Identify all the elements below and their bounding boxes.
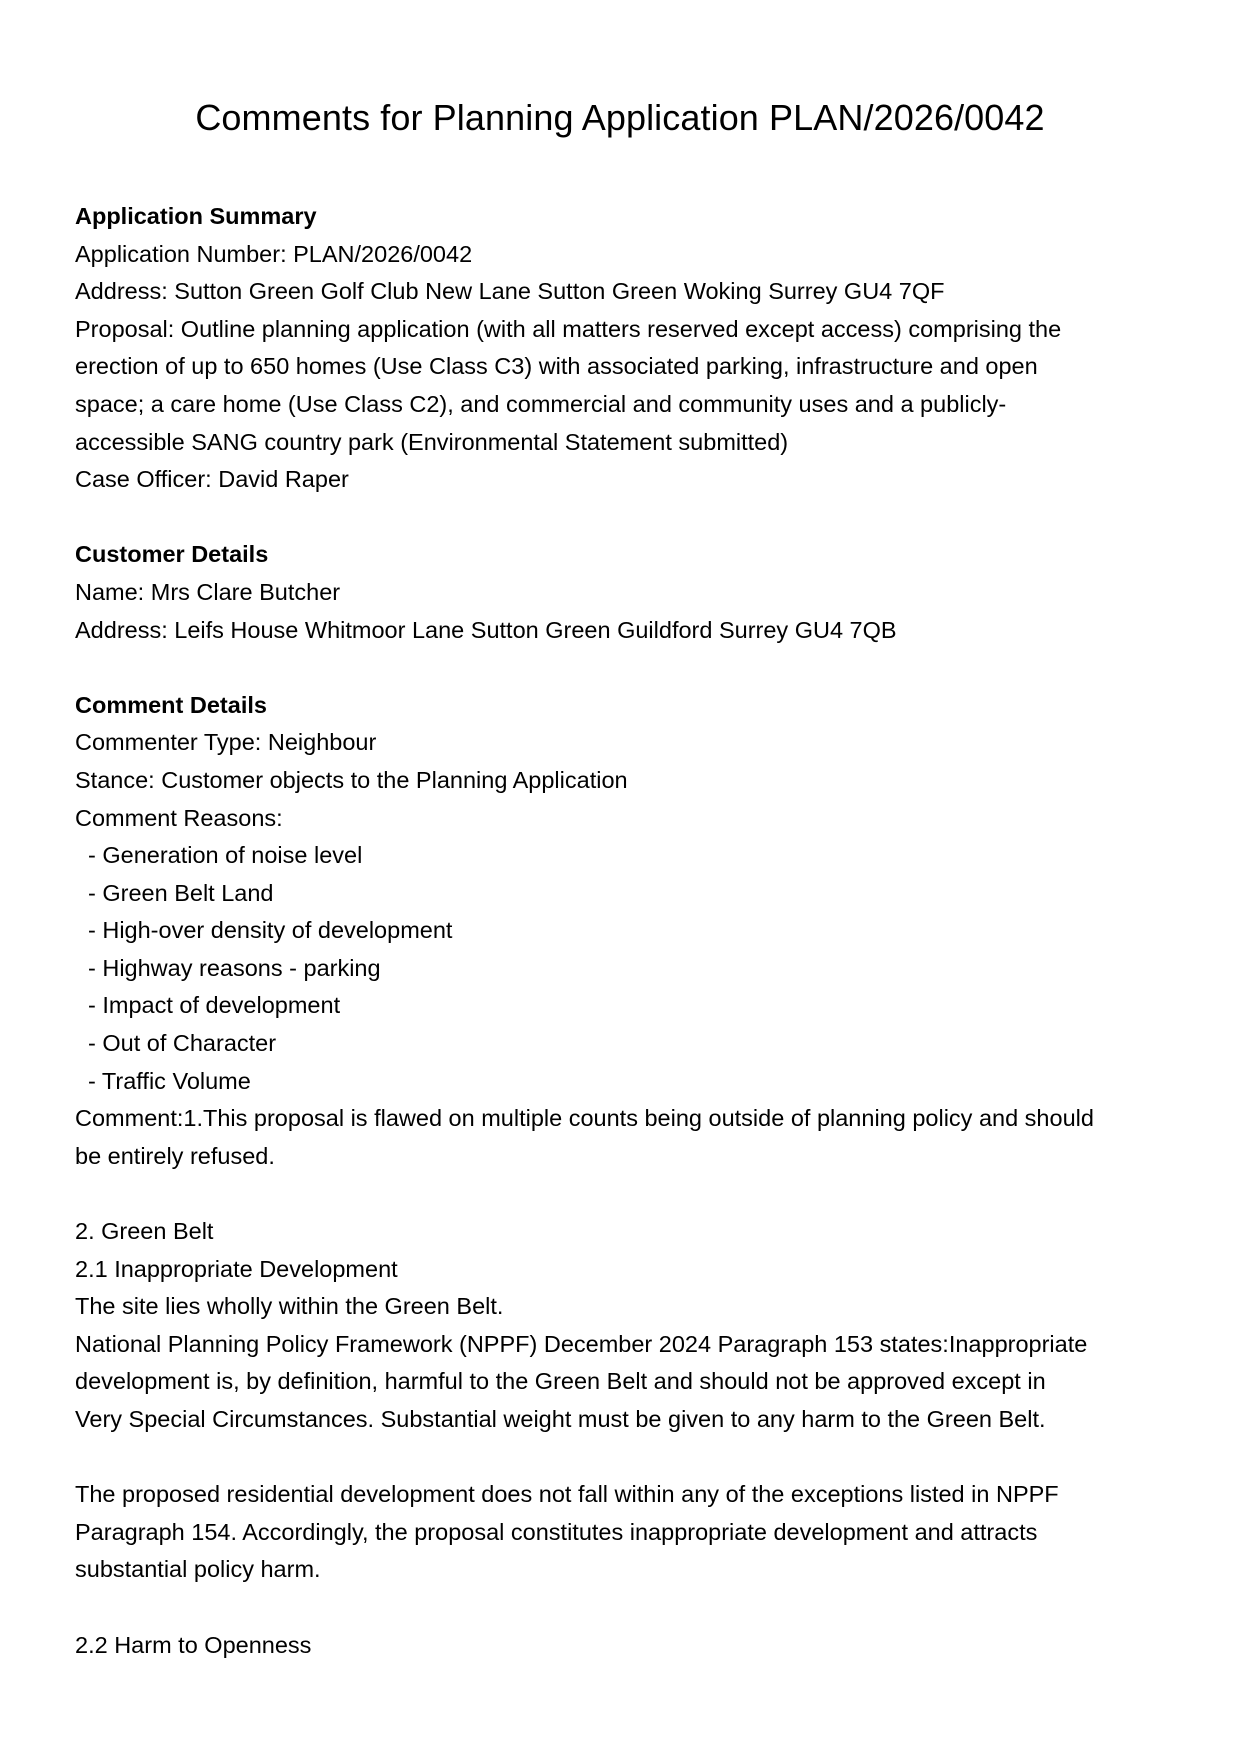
section-heading-inappropriate-development: 2.1 Inappropriate Development	[75, 1255, 398, 1282]
comment-details-heading: Comment Details	[75, 691, 267, 718]
application-number: Application Number: PLAN/2026/0042	[75, 240, 473, 267]
comment-reason-item: - Impact of development	[88, 992, 341, 1019]
customer-address: Address: Leifs House Whitmoor Lane Sutton Green Guildford Surrey GU4 7QB	[75, 616, 897, 643]
comment-reason-item: - Green Belt Land	[88, 879, 274, 906]
body-paragraph-line: The proposed residential development does not fall within any of the exceptions listed in NPPF	[75, 1481, 1059, 1508]
body-paragraph-line: substantial policy harm.	[75, 1556, 321, 1583]
body-paragraph-line: Paragraph 154. Accordingly, the proposal constitutes inappropriate development and attracts	[75, 1518, 1038, 1545]
spacer	[75, 1589, 1175, 1627]
document-body	[75, 198, 1175, 1664]
stance: Stance: Customer objects to the Planning Application	[75, 766, 628, 793]
proposal-line: space; a care home (Use Class C2), and commercial and community uses and a publicly-	[75, 390, 1007, 417]
proposal-line: Proposal: Outline planning application (with all matters reserved except access) comprising the	[75, 315, 1062, 342]
proposal-line: erection of up to 650 homes (Use Class C3) with associated parking, infrastructure and open	[75, 353, 1038, 380]
application-address: Address: Sutton Green Golf Club New Lane Sutton Green Woking Surrey GU4 7QF	[75, 278, 945, 305]
body-paragraph: The site lies wholly within the Green Belt.	[75, 1293, 504, 1320]
body-paragraph-line: development is, by definition, harmful to the Green Belt and should not be approved except in	[75, 1368, 1046, 1395]
application-summary-heading: Application Summary	[75, 203, 317, 229]
body-paragraph-line: National Planning Policy Framework (NPPF) December 2024 Paragraph 153 states:Inappropriate	[75, 1330, 1088, 1357]
section-heading-green-belt: 2. Green Belt	[75, 1218, 214, 1245]
body-paragraph-line: Very Special Circumstances. Substantial weight must be given to any harm to the Green Belt.	[75, 1406, 1046, 1432]
comment-reason-item: - Traffic Volume	[88, 1067, 251, 1094]
case-officer: Case Officer: David Raper	[75, 466, 349, 493]
comment-details-section	[75, 687, 1175, 1176]
comment-text-line: be entirely refused.	[75, 1142, 275, 1169]
customer-details-section	[75, 536, 1175, 649]
customer-details-heading: Customer Details	[75, 541, 269, 568]
comment-reason-item: - Out of Character	[88, 1030, 277, 1057]
comment-text-line: Comment:1.This proposal is flawed on multiple counts being outside of planning policy and should	[75, 1105, 1094, 1132]
spacer	[75, 1175, 1175, 1213]
spacer	[75, 649, 1175, 687]
customer-name: Name: Mrs Clare Butcher	[75, 578, 341, 605]
section-heading-harm-to-openness: 2.2 Harm to Openness	[75, 1631, 312, 1658]
spacer	[75, 499, 1175, 537]
comment-reasons-label: Comment Reasons:	[75, 804, 283, 831]
comment-reason-item: - High-over density of development	[88, 917, 453, 944]
spacer	[75, 1439, 1175, 1477]
application-summary-section	[75, 198, 1175, 499]
page-title: Comments for Planning Application PLAN/2026/0042	[195, 97, 1045, 138]
commenter-type: Commenter Type: Neighbour	[75, 729, 377, 756]
comment-body-section	[75, 1213, 1175, 1664]
comment-reason-item: - Generation of noise level	[88, 842, 363, 869]
comment-reason-item: - Highway reasons - parking	[88, 954, 381, 981]
proposal-line: accessible SANG country park (Environmental Statement submitted)	[75, 428, 789, 455]
